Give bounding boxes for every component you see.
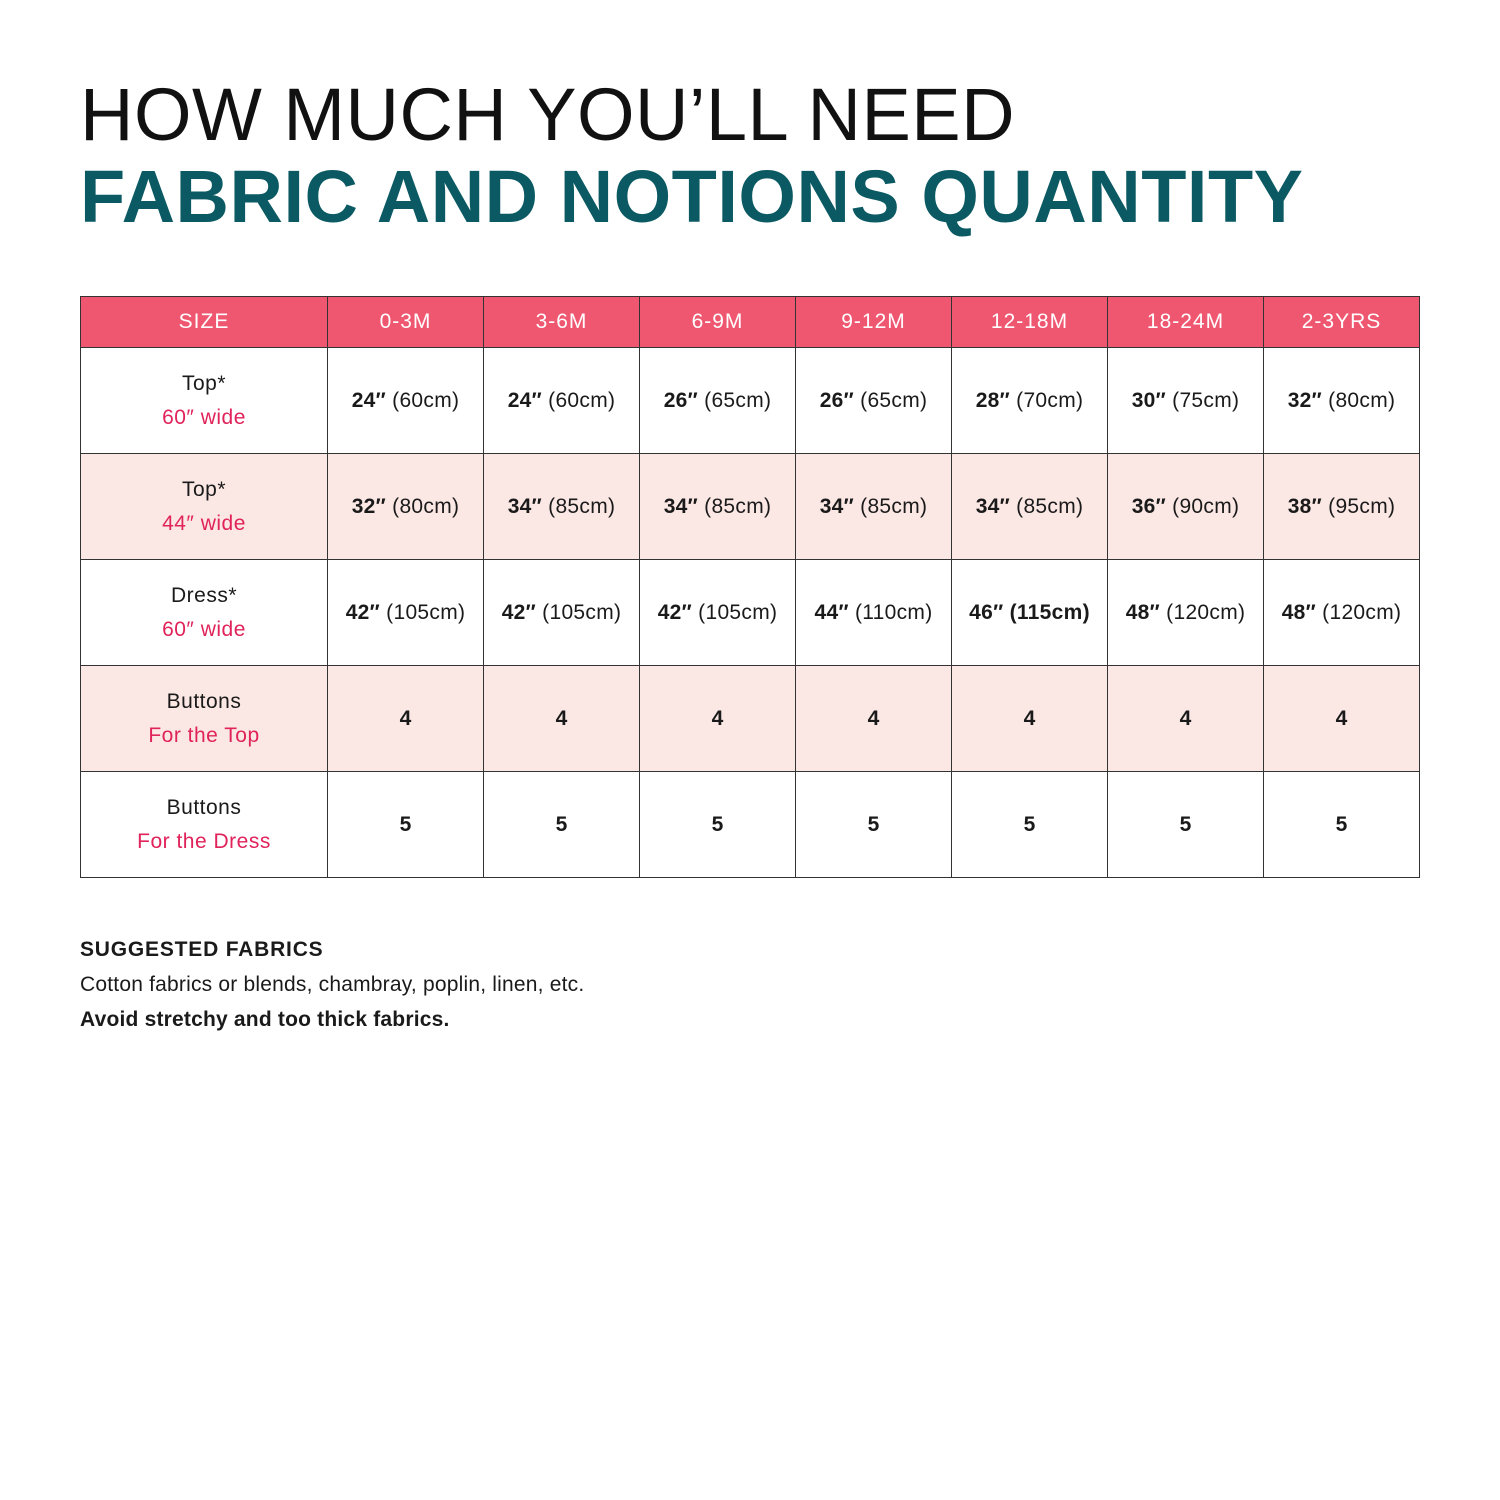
page-subtitle: FABRIC AND NOTIONS QUANTITY xyxy=(80,155,1304,238)
cm-value: (80cm) xyxy=(386,494,460,518)
row-label-cell xyxy=(81,560,328,666)
inches-value: 38″ xyxy=(1287,494,1323,518)
button-count-cell: 5 xyxy=(1264,772,1420,878)
button-count-cell: 5 xyxy=(1108,772,1264,878)
inches-value: 34″ xyxy=(507,494,543,518)
cm-value: (75cm) xyxy=(1166,388,1240,412)
row-label-cell xyxy=(81,348,328,454)
row-sublabel: 60″ wide xyxy=(162,405,246,429)
quantity-cell xyxy=(640,454,796,560)
button-count-cell: 4 xyxy=(640,666,796,772)
cm-value: (105cm) xyxy=(536,600,622,624)
row-sublabel: 44″ wide xyxy=(162,511,246,535)
cm-value: (85cm) xyxy=(1010,494,1084,518)
row-label: Buttons xyxy=(166,689,242,713)
fabric-quantity-table xyxy=(80,296,1420,878)
inches-value: 42″ xyxy=(501,600,537,624)
cm-value: (65cm) xyxy=(698,388,772,412)
cm-value: (85cm) xyxy=(854,494,928,518)
row-label-cell xyxy=(81,666,328,772)
quantity-cell xyxy=(796,560,952,666)
header-cell-18-24m: 18-24M xyxy=(1108,297,1264,348)
header-cell-3-6m: 3-6M xyxy=(484,297,640,348)
header-cell-0-3m: 0-3M xyxy=(328,297,484,348)
quantity-cell xyxy=(640,560,796,666)
quantity-cell xyxy=(1264,454,1420,560)
header-cell-9-12m: 9-12M xyxy=(796,297,952,348)
quantity-cell xyxy=(640,348,796,454)
cm-value: (115cm) xyxy=(1003,600,1090,624)
quantity-cell xyxy=(328,560,484,666)
cm-value: (60cm) xyxy=(542,388,616,412)
page-title: HOW MUCH YOU’LL NEED xyxy=(80,73,1016,156)
cm-value: (105cm) xyxy=(692,600,778,624)
notes-fabric-list: Cotton fabrics or blends, chambray, poplin, linen, etc. xyxy=(80,973,585,996)
button-count-cell: 4 xyxy=(796,666,952,772)
cm-value: (70cm) xyxy=(1010,388,1084,412)
table-row xyxy=(81,772,1420,878)
cm-value: (110cm) xyxy=(848,600,933,624)
cm-value: (80cm) xyxy=(1322,388,1396,412)
header-cell-6-9m: 6-9M xyxy=(640,297,796,348)
inches-value: 30″ xyxy=(1131,388,1167,412)
button-count-cell: 5 xyxy=(328,772,484,878)
quantity-cell xyxy=(952,560,1108,666)
quantity-cell xyxy=(484,348,640,454)
cm-value: (105cm) xyxy=(380,600,466,624)
row-label-cell xyxy=(81,772,328,878)
inches-value: 42″ xyxy=(345,600,381,624)
quantity-cell xyxy=(952,454,1108,560)
cm-value: (120cm) xyxy=(1316,600,1402,624)
row-label: Top* xyxy=(181,371,227,395)
header-cell-size: SIZE xyxy=(81,297,328,348)
cm-value: (90cm) xyxy=(1166,494,1240,518)
notes-warning: Avoid stretchy and too thick fabrics. xyxy=(80,1008,450,1031)
inches-value: 32″ xyxy=(1287,388,1323,412)
inches-value: 34″ xyxy=(663,494,699,518)
inches-value: 24″ xyxy=(351,388,387,412)
quantity-cell xyxy=(796,454,952,560)
row-sublabel: For the Dress xyxy=(137,829,271,853)
quantity-cell xyxy=(1108,454,1264,560)
table-row xyxy=(81,666,1420,772)
inches-value: 24″ xyxy=(507,388,543,412)
quantity-cell xyxy=(1108,560,1264,666)
cm-value: (120cm) xyxy=(1160,600,1246,624)
row-label: Dress* xyxy=(170,583,237,607)
quantity-cell xyxy=(328,348,484,454)
quantity-cell xyxy=(484,560,640,666)
button-count-cell: 5 xyxy=(796,772,952,878)
inches-value: 28″ xyxy=(975,388,1011,412)
inches-value: 34″ xyxy=(975,494,1011,518)
inches-value: 48″ xyxy=(1281,600,1317,624)
inches-value: 46″ xyxy=(969,600,1004,624)
quantity-cell xyxy=(952,348,1108,454)
quantity-cell xyxy=(328,454,484,560)
cm-value: (60cm) xyxy=(386,388,460,412)
quantity-cell xyxy=(796,348,952,454)
row-label-cell xyxy=(81,454,328,560)
table-row xyxy=(81,348,1420,454)
inches-value: 36″ xyxy=(1131,494,1167,518)
button-count-cell: 5 xyxy=(484,772,640,878)
button-count-cell: 4 xyxy=(328,666,484,772)
quantity-cell xyxy=(484,454,640,560)
inches-value: 32″ xyxy=(351,494,387,518)
row-label: Top* xyxy=(181,477,227,501)
inches-value: 34″ xyxy=(819,494,855,518)
cm-value: (95cm) xyxy=(1322,494,1396,518)
table-header-row xyxy=(81,297,1420,348)
inches-value: 26″ xyxy=(819,388,855,412)
quantity-cell xyxy=(1264,560,1420,666)
notes-heading: SUGGESTED FABRICS xyxy=(80,938,324,961)
header-cell-2-3yrs: 2-3YRS xyxy=(1264,297,1420,348)
button-count-cell: 4 xyxy=(484,666,640,772)
inches-value: 48″ xyxy=(1125,600,1161,624)
cm-value: (85cm) xyxy=(698,494,772,518)
cm-value: (65cm) xyxy=(854,388,928,412)
button-count-cell: 5 xyxy=(640,772,796,878)
header-cell-12-18m: 12-18M xyxy=(952,297,1108,348)
button-count-cell: 5 xyxy=(952,772,1108,878)
table-row xyxy=(81,560,1420,666)
row-sublabel: For the Top xyxy=(148,723,260,747)
cm-value: (85cm) xyxy=(542,494,616,518)
inches-value: 26″ xyxy=(663,388,699,412)
inches-value: 42″ xyxy=(657,600,693,624)
inches-value: 44″ xyxy=(814,600,849,624)
suggested-fabrics-notes xyxy=(80,932,584,1037)
quantity-cell xyxy=(1264,348,1420,454)
table-row xyxy=(81,454,1420,560)
button-count-cell: 4 xyxy=(1108,666,1264,772)
button-count-cell: 4 xyxy=(1264,666,1420,772)
button-count-cell: 4 xyxy=(952,666,1108,772)
row-label: Buttons xyxy=(166,795,242,819)
quantity-cell xyxy=(1108,348,1264,454)
row-sublabel: 60″ wide xyxy=(162,617,246,641)
